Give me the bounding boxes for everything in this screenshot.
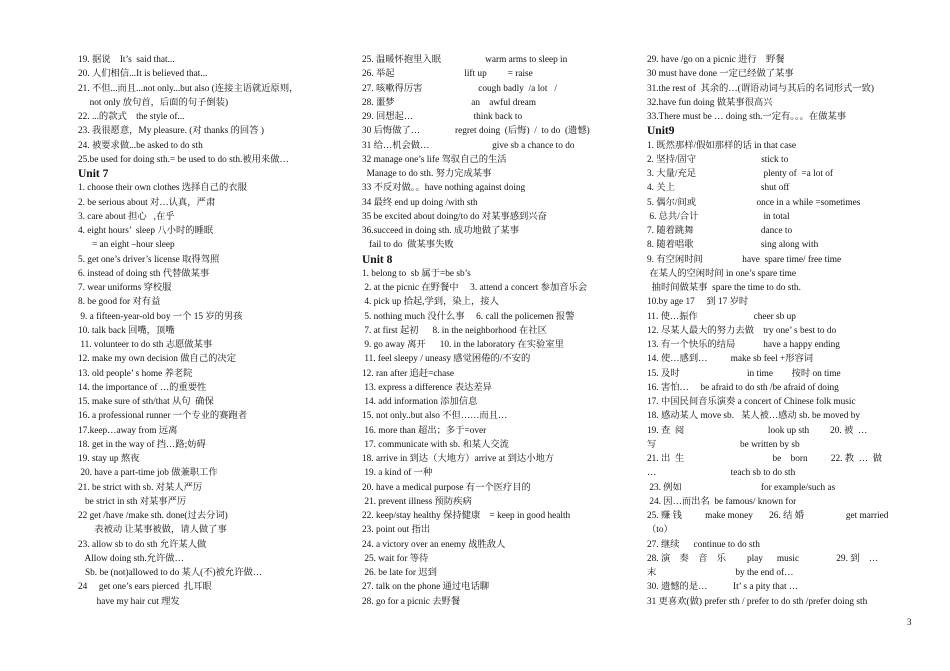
unit-heading: Unit9 (647, 125, 675, 138)
text-line: 19. 据说 It’s said that... (78, 55, 175, 65)
text-line: 19. stay up 熬夜 (78, 454, 140, 464)
text-line: 16. a professional runner 一个专业的赛跑者 (78, 411, 248, 422)
unit-heading: Unit 7 (78, 168, 109, 180)
text-line: 10. talk back 回嘴，顶嘴 (78, 325, 175, 336)
text-line: 末 by the end of… (647, 568, 794, 578)
text-line: 17. communicate with sb. 和某人交流 (362, 439, 509, 450)
text-line: 27. talk on the phone 通过电话聊 (362, 582, 490, 593)
text-line: 24. 被要求做...be asked to do sth (78, 140, 203, 151)
text-line: 4. eight hours’ sleep 八小时的睡眠 (78, 226, 214, 236)
text-line: 在某人的空闲时间 in one’s spare time (647, 268, 796, 279)
text-line: 8. be good for 对有益 (78, 297, 161, 308)
text-line: not only 放句首，后面的句子倒装) (78, 97, 229, 108)
text-line: 7. wear uniforms 穿校服 (78, 283, 172, 293)
page-number: 3 (907, 617, 912, 627)
text-line: 25.be used for doing sth.= be used to do sth.被用来做… (78, 154, 289, 165)
text-line: Sb. be (not)allowed to do 某人(不)被允许做… (78, 568, 263, 578)
text-line: 20. have a part-time job 做兼职工作 (78, 468, 218, 479)
text-line: 9. a fifteen-year-old boy 一个 15 岁的男孩 (78, 311, 243, 322)
text-line: 23. 例如 for example/such as (647, 482, 836, 493)
text-line: 1. 既然那样/假如那样的话 in that case (647, 140, 796, 151)
text-line: 34 最终 end up doing /with sth (362, 197, 478, 208)
text-line: 表被动 让某事被做，请人做了事 (78, 525, 227, 536)
text-line: Allow doing sth.允许做… (78, 553, 184, 564)
text-line: 32 manage one’s life 驾驭自己的生活 (362, 154, 507, 165)
text-line: 15. make sure of sth/that 从句 确保 (78, 397, 214, 407)
text-line: 32.have fun doing 做某事很高兴 (647, 97, 773, 108)
text-line: 7. 随着跳舞 dance to (647, 226, 793, 236)
text-line: 4. pick up 拾起,学到，染上，接人 (362, 297, 499, 308)
text-line: 11. feel sleepy / uneasy 感觉困倦的/不安的 (362, 354, 531, 365)
text-line: 11. 使…振作 cheer sb up (647, 311, 796, 322)
text-line: 36.succeed in doing sth. 成功地做了某事 (362, 226, 519, 236)
text-line: 15. not only..but also 不但……而且… (362, 411, 508, 422)
text-line: 21. 不但...而且...not only...but also (连接主语就近原则， (78, 83, 299, 94)
text-line: 4. 关上 shut off (647, 183, 790, 194)
text-line: 5. nothing much 没什么事 6. call the policemen 报警 (362, 311, 575, 322)
text-line: 17.keep…away from 远离 (78, 425, 178, 436)
text-line: 29. 回想起… think back to (362, 112, 523, 122)
text-line: 30. 遗憾的是… It’ s a pity that … (647, 582, 799, 593)
text-line: 25. wait for 等待 (362, 553, 429, 564)
text-line: 14. add information 添加信息 (362, 397, 478, 407)
text-line: 26. be late for 迟到 (362, 568, 437, 578)
text-line: 5. 偶尔/间或 once in a while =sometimes (647, 197, 861, 208)
text-line: 31 给…机会做… give sb a chance to do (362, 140, 575, 151)
text-line: fail to do 做某事失败 (362, 240, 454, 251)
text-line: 31.the rest of 其余的…(谓语动词与其后的名词形式一致) (647, 83, 874, 94)
text-line: 23. allow sb to do sth 允许某人做 (78, 539, 207, 550)
text-line: 写 be written by sb (647, 439, 800, 450)
text-line: 21. prevent illness 预防疾病 (362, 496, 472, 507)
text-line: 23. 我很愿意，My pleasure. (对 thanks 的回答 ) (78, 126, 264, 137)
text-line: 8. 随着唱歌 sing along with (647, 240, 819, 251)
text-line: 2. at the picnic 在野餐中 3. attend a concert 参加音乐会 (362, 283, 588, 293)
text-line: 19. a kind of 一种 (362, 468, 433, 479)
text-line: 22. keep/stay healthy 保持健康 = keep in good health (362, 511, 571, 521)
text-line: 2. 坚持/固守 stick to (647, 154, 789, 165)
text-line: 18. 感动某人 move sb. 某人被…感动 sb. be moved by (647, 411, 861, 422)
text-line: 20. have a medical purpose 有一个医疗目的 (362, 482, 531, 493)
text-line: 29. have /go on a picnic 进行 野餐 (647, 55, 785, 65)
text-line: Manage to do sth. 努力完成某事 (362, 169, 492, 179)
text-line: = an eight –hour sleep (78, 240, 175, 251)
text-line: 30 后悔做了… regret doing (后悔) / to do (遗憾) (362, 126, 590, 137)
text-line: 18. arrive in 到达（大地方）arrive at 到达小地方 (362, 454, 555, 464)
text-line: 24. a victory over an enemy 战胜敌人 (362, 539, 506, 550)
text-line: 1. choose their own clothes 选择自己的衣服 (78, 183, 247, 194)
text-line: 9. 有空闲时间 have spare time/ free time (647, 254, 842, 265)
text-line: 12. ran after 追赶=chase (362, 368, 454, 379)
text-line: 17. 中国民间音乐演奏 a concert of Chinese folk music (647, 397, 856, 407)
text-line: 31 更喜欢(做) prefer sth / prefer to do sth /prefer doing sth (647, 596, 868, 607)
text-line: 27. 继续 continue to do sth (647, 539, 760, 550)
text-line: 3. 大量/充足 plenty of =a lot of (647, 169, 834, 179)
text-line: 28. go for a picnic 去野餐 (362, 596, 461, 607)
text-line: 33.There must be … doing sth.一定有。。。在做某事 (647, 112, 847, 122)
text-line: have my hair cut 理发 (78, 596, 180, 607)
text-line: 28. 噩梦 an awful dream (362, 97, 537, 108)
text-line: 11. volunteer to do sth 志愿做某事 (78, 340, 213, 350)
text-line: 35 be excited about doing/to do 对某事感到兴奋 (362, 211, 547, 222)
text-line: 25. 赚 钱 make money 26. 结 婚 get married (647, 511, 889, 521)
text-line: 7. at first 起初 8. in the neighborhood 在社区 (362, 325, 547, 336)
text-line: 3. care about 担心 ,在乎 (78, 211, 175, 222)
text-line: 13. old people’ s home 养老院 (78, 368, 193, 379)
text-line: 22. ...的款式 the style of... (78, 112, 185, 122)
text-line: 12. make my own decision 做自己的决定 (78, 354, 237, 365)
text-line: 27. 咳嗽得厉害 cough badly /a lot / (362, 83, 557, 94)
unit-heading: Unit 8 (362, 253, 393, 266)
text-line: 33 不反对做。。have nothing against doing (362, 183, 526, 194)
text-line: 16. more than 超出；多于=over (362, 425, 487, 436)
text-line: 25. 温暖怀抱里入眠 warm arms to sleep in (362, 55, 568, 65)
text-line: 28. 演 奏 音 乐 play music 29. 到 … (647, 553, 879, 564)
text-line: 6. instead of doing sth 代替做某事 (78, 268, 210, 279)
column-left (78, 53, 350, 609)
text-line: 18. get in the way of 挡…路;妨碍 (78, 439, 206, 450)
text-line: 12. 尽某人最大的努力去做 try one’ s best to do (647, 325, 837, 336)
text-line: 24 get one’s ears pierced 扎耳眼 (78, 582, 212, 593)
text-line: 23. point out 指出 (362, 525, 431, 536)
text-line: 26. 举起 lift up = raise (362, 69, 533, 80)
text-line: … teach sb to do sth (647, 468, 796, 479)
column-right (647, 53, 919, 609)
text-line: 14. the importance of …的重要性 (78, 382, 207, 393)
text-line: 14. 使…感到… make sb feel +形容词 (647, 354, 814, 365)
text-line: 20. 人们相信...It is believed that... (78, 69, 208, 80)
column-middle (362, 53, 640, 609)
text-line: （to） (647, 525, 673, 536)
text-line: 13. express a difference 表达差异 (362, 382, 492, 393)
text-line: 24. 因…而出名 be famous/ known for (647, 496, 797, 507)
text-line: 1. belong to sb 属于=be sb’s (362, 268, 471, 279)
text-line: 19. 查 阅 look up sth 20. 被 … (647, 425, 868, 436)
text-line: be strict in sth 对某事严厉 (78, 496, 187, 507)
text-line: 10.by age 17 到 17 岁时 (647, 297, 749, 308)
text-line: 5. get one’s driver’s license 取得驾照 (78, 254, 220, 265)
text-line: 30 must have done 一定已经做了某事 (647, 69, 794, 80)
text-line: 13. 有一个快乐的结局 have a happy ending (647, 340, 840, 350)
text-line: 抽时间做某事 spare the time to do sth. (647, 283, 801, 293)
text-line: 15. 及时 in time 按时 on time (647, 368, 841, 379)
text-line: 2. be serious about 对…认真，严肃 (78, 197, 216, 208)
text-line: 22 get /have /make sth. done(过去分词) (78, 511, 228, 521)
text-line: 16. 害怕… be afraid to do sth /be afraid of doing (647, 382, 839, 393)
text-line: 9. go away 离开 10. in the laboratory 在实验室里 (362, 340, 564, 350)
text-line: 6. 总共/合计 in total (647, 211, 790, 222)
text-line: 21. be strict with sb. 对某人严厉 (78, 482, 203, 493)
text-line: 21. 出 生 be born 22. 教 … 做 (647, 454, 882, 464)
